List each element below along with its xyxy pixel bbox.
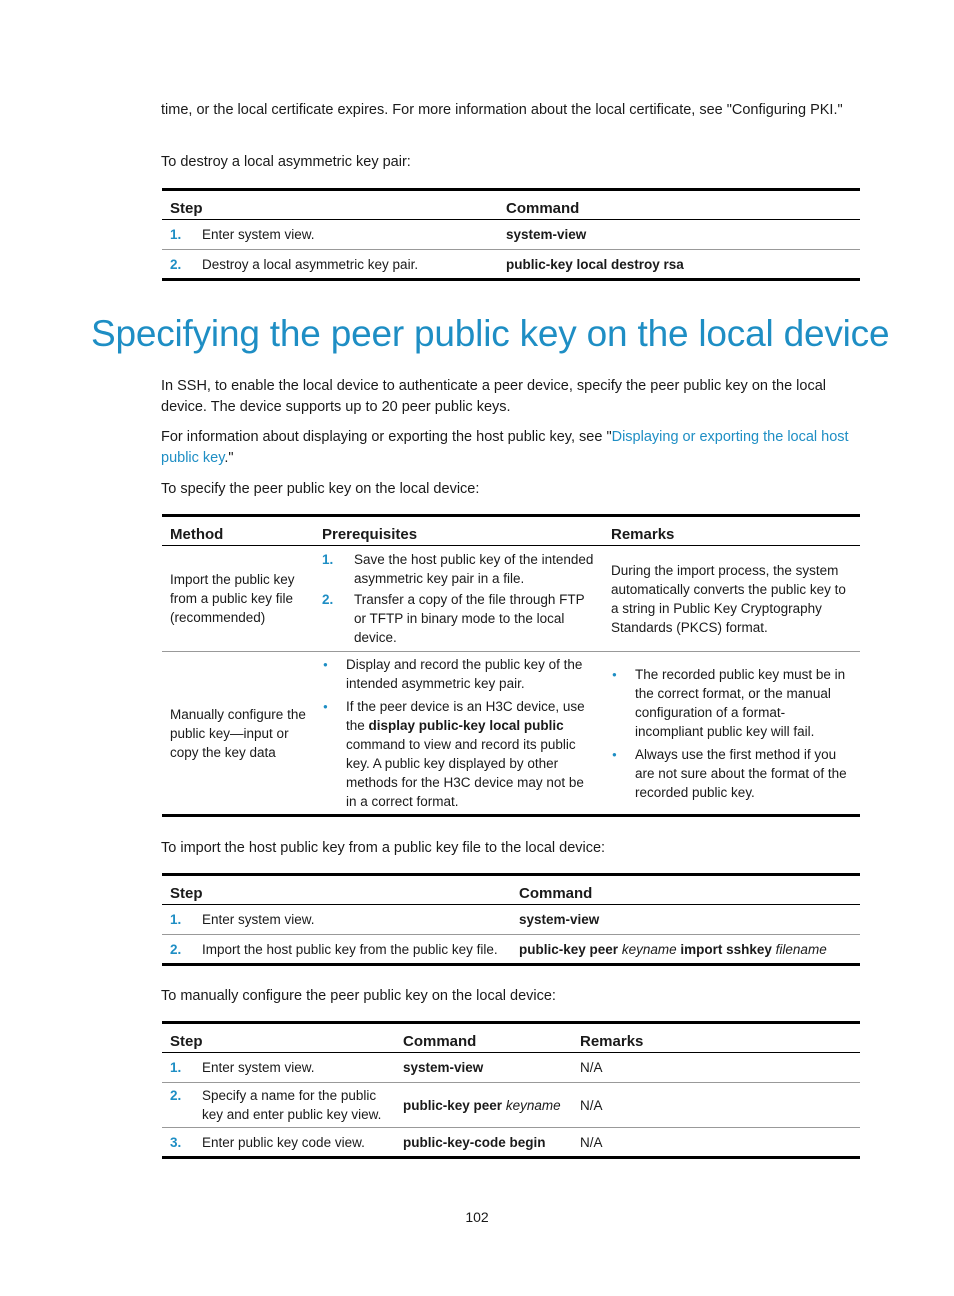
section-paragraph-1: In SSH, to enable the local device to authenticate a peer device, specify the peer public key on the local device. The device supports up to 20 peer public keys. (161, 378, 826, 415)
step-text: Enter system view. (202, 227, 315, 242)
step-text: Enter public key code view. (202, 1134, 365, 1150)
col-step: Step (162, 875, 511, 905)
table-row (162, 220, 860, 250)
method-cell: Manually configure the public key—input or copy the key data (162, 652, 314, 816)
list-item (322, 697, 595, 811)
step-number: 1. (170, 912, 182, 927)
command-text (395, 1083, 572, 1128)
list-text: Save the host public key of the intended asymmetric key pair in a file. (354, 552, 594, 586)
command-keyword: import sshkey (680, 941, 772, 957)
step-number: 2. (322, 592, 334, 607)
method-cell: Import the public key from a public key file (recommended) (170, 572, 295, 625)
step-number: 3. (170, 1134, 182, 1150)
step-number: 2. (170, 941, 182, 957)
list-item: ● Display and record the public key of the intended asymmetric key pair. (322, 655, 595, 693)
method-table (162, 514, 860, 817)
step-text: Specify a name for the public key and enter public key view. (202, 1088, 382, 1122)
command-keyword: public-key peer (403, 1097, 503, 1113)
col-command: Command (498, 190, 860, 220)
table-row (162, 1128, 860, 1158)
section-heading: Specifying the peer public key on the local device (91, 313, 890, 354)
command-argument: keyname (505, 1097, 561, 1113)
import-instruction: To import the host public key from a public key file to the local device: (161, 840, 606, 856)
intro-instruction: To destroy a local asymmetric key pair: (161, 154, 411, 170)
command-text (511, 935, 860, 965)
command-argument: keyname (621, 941, 677, 957)
step-number: 2. (170, 1088, 182, 1103)
list-item (322, 550, 595, 588)
list-item (322, 590, 595, 647)
table-row (162, 1053, 860, 1083)
remark-text: N/A (572, 1128, 860, 1158)
import-key-table (162, 873, 860, 966)
remark-text: N/A (572, 1083, 860, 1128)
col-prerequisites: Prerequisites (314, 516, 603, 546)
command-text: system-view (403, 1060, 484, 1075)
intro-paragraph: time, or the local certificate expires. For more information about the local certificate, see "Configuring PKI." (161, 102, 843, 118)
list-item: ● Always use the first method if you are not sure about the format of the recorded public key. (611, 745, 852, 802)
host-public-key-link[interactable]: Displaying or exporting the local host public key (161, 429, 849, 466)
table-row (162, 546, 860, 652)
remarks-cell (603, 652, 860, 816)
remark-text: N/A (580, 1060, 603, 1075)
step-number: 2. (170, 256, 182, 272)
manual-key-table (162, 1021, 860, 1159)
col-remarks: Remarks (603, 516, 860, 546)
col-command: Command (395, 1023, 572, 1053)
command-text: public-key-code begin (395, 1128, 572, 1158)
manual-instruction: To manually configure the peer public key on the local device: (161, 988, 556, 1004)
table-row (162, 935, 860, 965)
para2-end: ." (224, 450, 234, 466)
section-paragraph-2 (161, 427, 864, 469)
prereq-cell (314, 546, 603, 652)
remarks-cell: During the import process, the system automatically converts the public key to a string in Public Key Cryptography Standards (PKCS) format. (611, 562, 846, 635)
page-number: 102 (465, 1209, 489, 1225)
command-text: system-view (506, 227, 587, 242)
prereq-cell (314, 652, 603, 816)
inline-command: display public-key local public (368, 718, 564, 733)
col-command: Command (511, 875, 860, 905)
step-text: Enter system view. (202, 1060, 315, 1075)
step-text: Enter system view. (202, 912, 315, 927)
command-argument: filename (775, 941, 827, 957)
step-text: Import the host public key from the public key file. (202, 941, 498, 957)
table-row (162, 652, 860, 816)
list-item: ● The recorded public key must be in the correct format, or the manual configuration of a format-incompliant public key will fail. (611, 665, 852, 741)
col-method: Method (162, 516, 314, 546)
table-row (162, 1083, 860, 1128)
list-text: Transfer a copy of the file through FTP or TFTP in binary mode to the local device. (354, 592, 585, 645)
para2-text: For information about displaying or exporting the host public key, see " (161, 429, 612, 445)
col-step: Step (162, 1023, 395, 1053)
step-text: Destroy a local asymmetric key pair. (202, 256, 419, 272)
command-text: public-key local destroy rsa (498, 250, 860, 280)
list-text: If the peer device is an H3C device, use the (346, 699, 585, 733)
step-number: 1. (170, 1060, 182, 1075)
col-step: Step (162, 190, 498, 220)
step-number: 1. (170, 227, 182, 242)
table-row (162, 250, 860, 280)
col-remarks: Remarks (572, 1023, 860, 1053)
step-number: 1. (322, 552, 334, 567)
table-row (162, 905, 860, 935)
list-text: command to view and record its public key. A public key displayed by other methods for the H3C device may not be in a correct format. (346, 737, 584, 809)
destroy-key-table (162, 188, 860, 281)
command-text: system-view (519, 912, 600, 927)
command-keyword: public-key peer (519, 941, 619, 957)
section-paragraph-3: To specify the peer public key on the local device: (161, 481, 480, 497)
